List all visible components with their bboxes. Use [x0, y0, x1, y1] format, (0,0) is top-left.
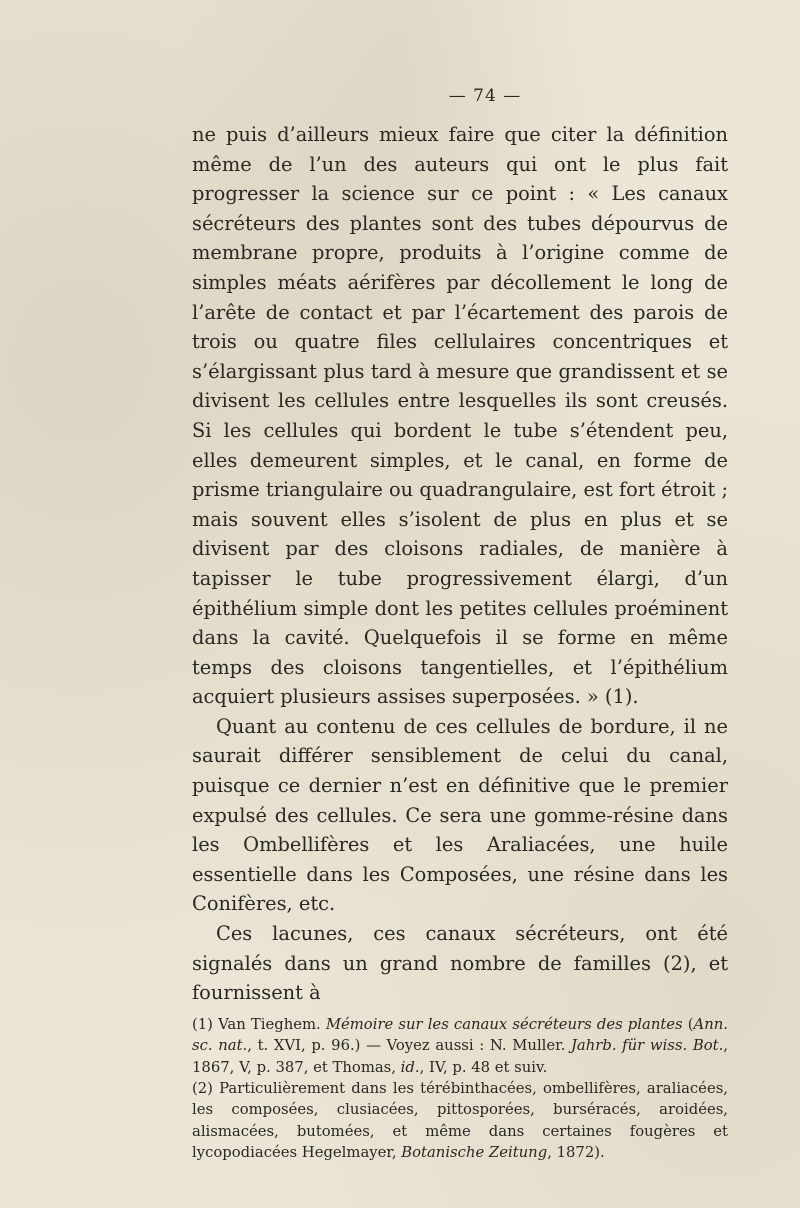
footnote-2-italic: Botanische Zeitung [401, 1144, 548, 1162]
paragraph-3: Ces lacunes, ces canaux sécréteurs, ont été signalés dans un grand nombre de familles (2), et fournissent à [192, 922, 728, 1005]
footnote-1 [192, 1014, 728, 1078]
footnote-1-mid1: ( [682, 1015, 694, 1033]
footnotes [192, 1014, 728, 1164]
footnote-1-ann: Ann. sc. nat. [192, 1015, 728, 1055]
footnote-1-mid3: , 1867, V, p. 387, et Thomas, [192, 1037, 728, 1076]
footnote-2 [192, 1078, 728, 1164]
document-page [192, 86, 728, 1164]
footnote-1-suffix: , IV, p. 48 et suiv. [419, 1058, 548, 1076]
footnote-2-suffix: , 1872). [547, 1144, 605, 1162]
footnote-1-id: id. [400, 1058, 420, 1076]
footnote-1-prefix: (1) Van Tieghem. [192, 1015, 326, 1033]
paragraph-2: Quant au contenu de ces cellules de bordure, il ne saurait différer sensiblement de celui du canal, puisque ce dernier n’est en définitive que le premier expulsé des cellules. Ce sera une gomme-résine dans les Ombellifères et les Araliacées, une huile essentielle dans les Composées, une résine dans les Conifères, etc. [192, 714, 728, 916]
footnote-1-title: Mémoire sur les canaux sécréteurs des plantes [325, 1015, 683, 1033]
footnote-1-mid2: , t. XVI, p. 96.) — Voyez aussi : N. Muller. [247, 1037, 571, 1055]
body-text [192, 120, 728, 1008]
footnote-1-jahrb: Jahrb. für wiss. Bot. [570, 1037, 724, 1055]
footnote-2-text: (2) Particulièrement dans les térébinthacées, ombellifères, araliacées, les composées, clusiacées, pittosporées, burséracés, aroidées, alismacées, butomées, et même dans certaines fougères et lycopodiacées Hegelmayer, [192, 1080, 728, 1162]
page-number: — 74 — [448, 86, 522, 106]
paragraph-1: ne puis d’ailleurs mieux faire que citer la définition même de l’un des auteurs qui ont le plus fait progresser la science sur ce point : « Les canaux sécréteurs des plantes sont des tubes dépourvus de membrane propre, produits à l’origine comme de simples méats aérifères par décollement le long de l’arête de contact et par l’écartement des parois de trois ou quatre files cellulaires concentriques et s’élargissant plus tard à mesure que grandissent et se divisent les cellules entre lesquelles ils sont creusés. Si les cellules qui bordent le tube s’étendent peu, elles demeurent simples, et le canal, en forme de prisme triangulaire ou quadrangulaire, est fort étroit ; mais souvent elles s’isolent de plus en plus et se divisent par des cloisons radiales, de manière à tapisser le tube progressivement élargi, d’un épithélium simple dont les petites cellules proéminent dans la cavité. Quelquefois il se forme en même temps des cloisons tangentielles, et l’épithélium acquiert plusieurs assises superposées. » (1). [192, 123, 728, 709]
